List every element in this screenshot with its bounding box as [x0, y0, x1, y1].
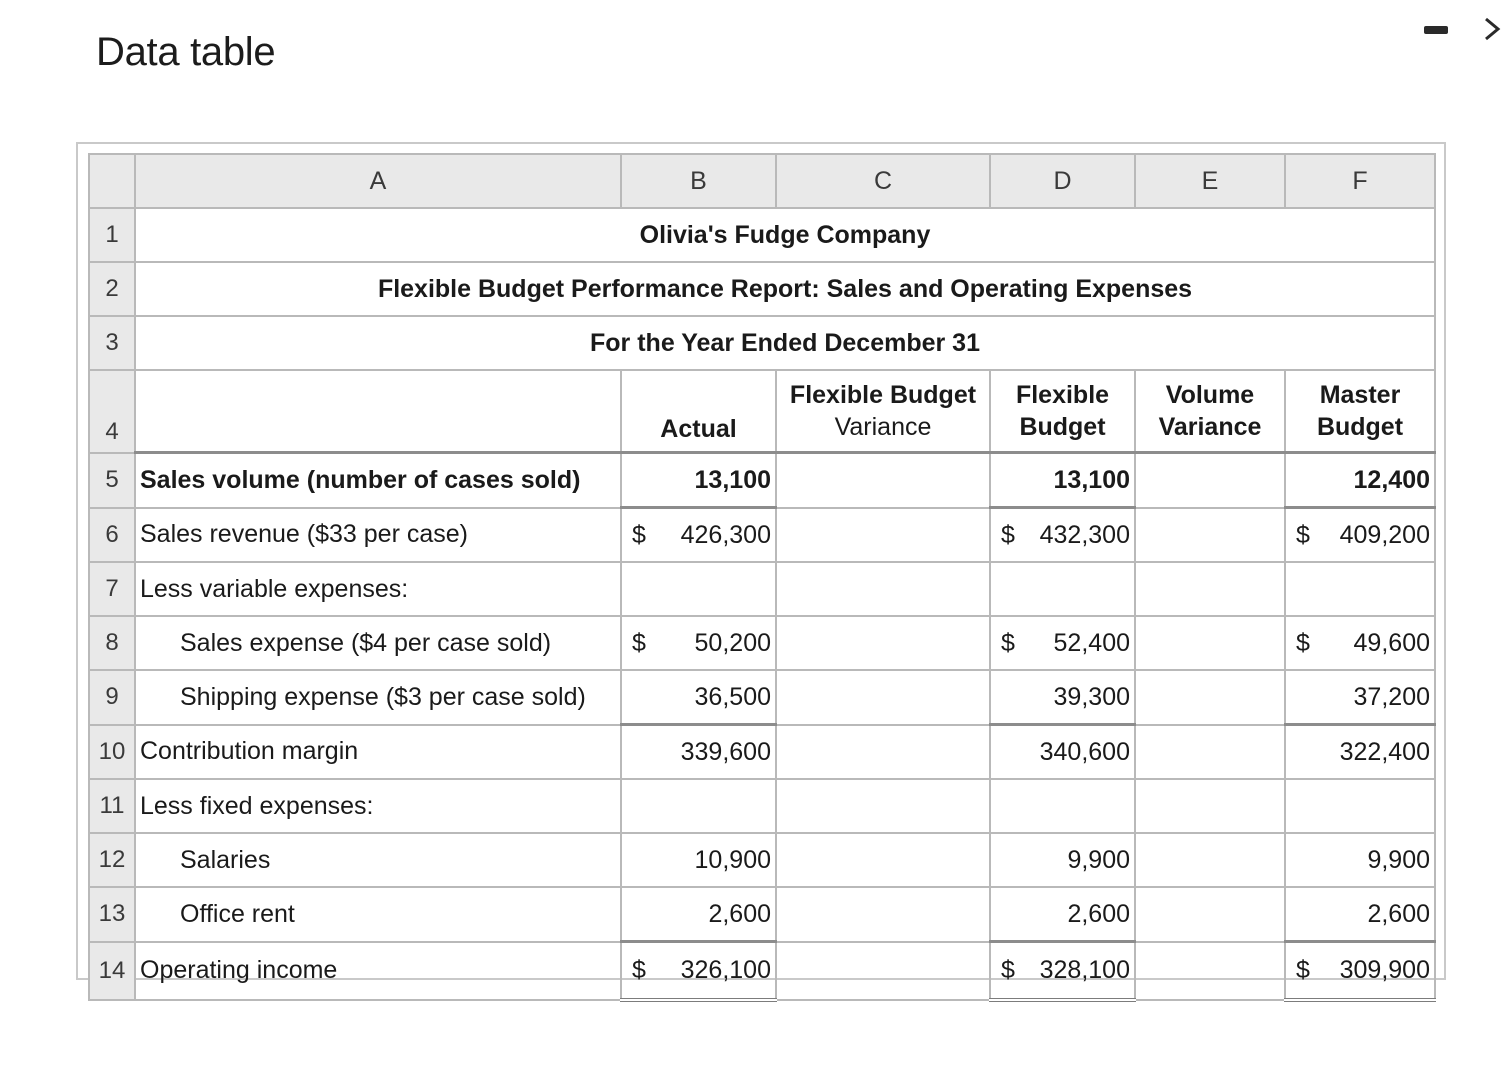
master-value: 2,600 — [1285, 887, 1435, 942]
master-cell — [1285, 942, 1435, 1000]
empty-cell — [776, 942, 990, 1000]
flexible-value: 9,900 — [990, 833, 1135, 887]
empty-cell — [1135, 670, 1285, 725]
table-row — [89, 833, 1435, 887]
table-row — [89, 670, 1435, 725]
currency-symbol: $ — [632, 955, 646, 984]
currency-symbol: $ — [1296, 955, 1310, 984]
header-text: Variance — [1158, 413, 1262, 441]
row-number: 13 — [89, 887, 135, 942]
flexible-cell — [990, 616, 1135, 670]
empty-cell — [776, 508, 990, 563]
table-row — [89, 616, 1435, 670]
company-name: Olivia's Fudge Company — [135, 208, 1435, 262]
flexible-value: 39,300 — [990, 670, 1135, 725]
master-value: 409,200 — [1339, 520, 1430, 549]
column-header-d: D — [990, 154, 1135, 208]
table-row — [89, 887, 1435, 942]
actual-value: 36,500 — [621, 670, 776, 725]
table-row — [89, 562, 1435, 616]
empty-cell — [990, 562, 1135, 616]
header-actual-text: Actual — [660, 415, 737, 443]
row-number: 5 — [89, 453, 135, 508]
master-cell — [1285, 508, 1435, 563]
empty-cell — [1135, 833, 1285, 887]
empty-cell — [990, 779, 1135, 833]
row-number: 9 — [89, 670, 135, 725]
row-number: 7 — [89, 562, 135, 616]
table-row — [89, 942, 1435, 1000]
data-table — [88, 153, 1436, 1002]
row-label: Sales volume (number of cases sold) — [135, 453, 621, 508]
empty-cell — [776, 670, 990, 725]
row-number: 3 — [89, 316, 135, 370]
column-header-e: E — [1135, 154, 1285, 208]
master-value: 309,900 — [1339, 955, 1430, 984]
flexible-value: 328,100 — [1039, 955, 1130, 984]
flexible-value: 52,400 — [1053, 628, 1130, 657]
corner-cell — [89, 154, 135, 208]
currency-symbol: $ — [632, 520, 646, 549]
table-row — [89, 370, 1435, 453]
currency-symbol: $ — [1296, 628, 1310, 657]
column-header-f: F — [1285, 154, 1435, 208]
empty-cell — [776, 562, 990, 616]
actual-value: 326,100 — [680, 955, 771, 984]
table-row — [89, 508, 1435, 563]
master-cell — [1285, 616, 1435, 670]
row-label: Salaries — [135, 833, 621, 887]
currency-symbol: $ — [1001, 955, 1015, 984]
header-text: Budget — [1019, 413, 1106, 441]
row-number-text: 4 — [105, 417, 119, 445]
header-text: Flexible — [1015, 381, 1110, 409]
flexible-value: 2,600 — [990, 887, 1135, 942]
master-value: 37,200 — [1285, 670, 1435, 725]
row-label: Operating income — [135, 942, 621, 1000]
actual-value: 10,900 — [621, 833, 776, 887]
empty-cell — [776, 725, 990, 780]
empty-cell — [1135, 942, 1285, 1000]
actual-value: 13,100 — [621, 453, 776, 508]
header-actual — [621, 370, 776, 453]
empty-cell — [1135, 453, 1285, 508]
report-period: For the Year Ended December 31 — [135, 316, 1435, 370]
row-label: Shipping expense ($3 per case sold) — [135, 670, 621, 725]
master-value: 322,400 — [1285, 725, 1435, 780]
actual-value: 50,200 — [694, 628, 771, 657]
flexible-value: 340,600 — [990, 725, 1135, 780]
row-label: Office rent — [135, 887, 621, 942]
actual-cell — [621, 616, 776, 670]
empty-cell — [1135, 508, 1285, 563]
header-text: Master — [1319, 381, 1401, 409]
row-number: 12 — [89, 833, 135, 887]
row-number: 14 — [89, 942, 135, 1000]
header-flexible-budget — [990, 370, 1135, 453]
report-title: Flexible Budget Performance Report: Sales and Operating Expenses — [135, 262, 1435, 316]
column-header-row — [89, 154, 1435, 208]
empty-cell — [776, 833, 990, 887]
flexible-value: 432,300 — [1039, 520, 1130, 549]
currency-symbol: $ — [1001, 628, 1015, 657]
empty-cell — [1135, 887, 1285, 942]
currency-symbol: $ — [1001, 520, 1015, 549]
row-label: Sales expense ($4 per case sold) — [135, 616, 621, 670]
column-header-b: B — [621, 154, 776, 208]
actual-value: 426,300 — [680, 520, 771, 549]
column-header-c: C — [776, 154, 990, 208]
empty-cell — [1285, 562, 1435, 616]
row-number: 11 — [89, 779, 135, 833]
table-row — [89, 262, 1435, 316]
empty-cell — [776, 887, 990, 942]
table-row — [89, 779, 1435, 833]
table-row — [89, 453, 1435, 508]
header-volume-variance — [1135, 370, 1285, 453]
actual-cell — [621, 942, 776, 1000]
column-header-a: A — [135, 154, 621, 208]
empty-cell — [1135, 725, 1285, 780]
flexible-cell — [990, 508, 1135, 563]
row-label: Sales revenue ($33 per case) — [135, 508, 621, 563]
row-label: Less fixed expenses: — [135, 779, 621, 833]
dialog-title: Data table — [96, 30, 276, 74]
empty-cell — [776, 453, 990, 508]
empty-cell — [1135, 616, 1285, 670]
table-row — [89, 208, 1435, 262]
empty-cell — [776, 616, 990, 670]
row-number: 8 — [89, 616, 135, 670]
row-number: 1 — [89, 208, 135, 262]
header-text: Volume — [1165, 381, 1255, 409]
header-flexible-budget-variance — [776, 370, 990, 453]
currency-symbol: $ — [1296, 520, 1310, 549]
header-text: Flexible Budget — [789, 381, 977, 409]
flexible-value: 13,100 — [990, 453, 1135, 508]
empty-cell — [1135, 562, 1285, 616]
table-row — [89, 316, 1435, 370]
header-master-budget — [1285, 370, 1435, 453]
close-icon[interactable] — [1480, 16, 1502, 42]
empty-cell — [621, 562, 776, 616]
master-value: 12,400 — [1285, 453, 1435, 508]
row-number: 2 — [89, 262, 135, 316]
row-number: 10 — [89, 725, 135, 780]
row-number: 6 — [89, 508, 135, 563]
flexible-cell — [990, 942, 1135, 1000]
actual-value: 2,600 — [621, 887, 776, 942]
currency-symbol: $ — [632, 628, 646, 657]
label-header-cell — [135, 370, 621, 453]
actual-value: 339,600 — [621, 725, 776, 780]
header-text: Budget — [1316, 413, 1404, 441]
master-value: 49,600 — [1353, 628, 1430, 657]
master-value: 9,900 — [1285, 833, 1435, 887]
actual-cell — [621, 508, 776, 563]
empty-cell — [1285, 779, 1435, 833]
row-label: Less variable expenses: — [135, 562, 621, 616]
empty-cell — [776, 779, 990, 833]
empty-cell — [1135, 779, 1285, 833]
header-text: Variance — [834, 413, 932, 441]
table-row — [89, 725, 1435, 780]
minimize-icon[interactable] — [1424, 16, 1450, 42]
row-number — [89, 370, 135, 453]
empty-cell — [621, 779, 776, 833]
row-label: Contribution margin — [135, 725, 621, 780]
